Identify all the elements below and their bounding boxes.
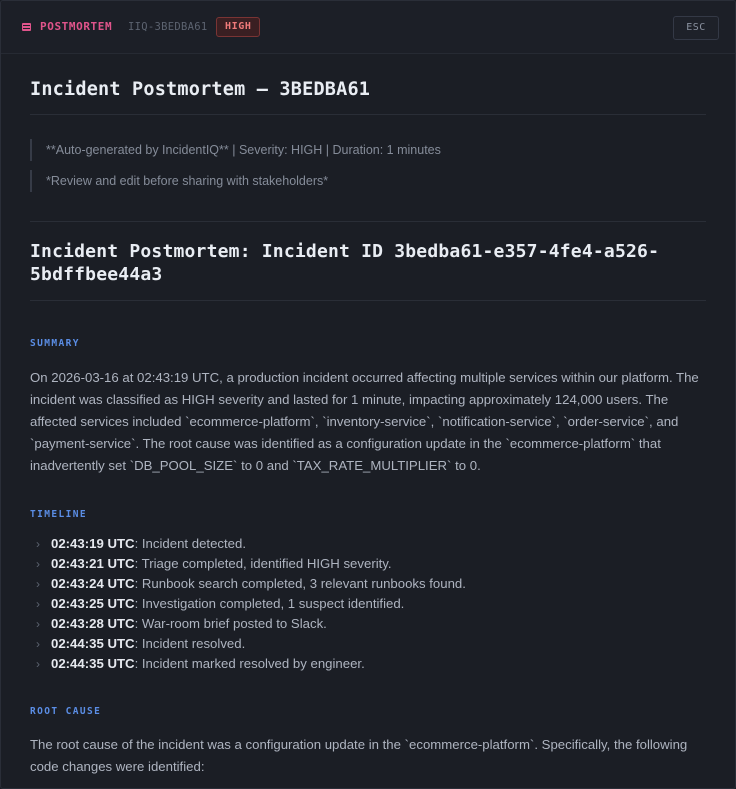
timeline-text: : Incident marked resolved by engineer. <box>134 656 365 671</box>
timeline-time: 02:43:21 UTC <box>51 556 135 571</box>
timeline-text: : War-room brief posted to Slack. <box>134 616 327 631</box>
chevron-right-icon: › <box>36 577 40 591</box>
esc-button[interactable]: ESC <box>673 16 719 40</box>
chevron-right-icon: › <box>36 637 40 651</box>
timeline-time: 02:44:35 UTC <box>51 656 135 671</box>
root-cause-text: The root cause of the incident was a configuration update in the `ecommerce-platform`. Specifically, the following code changes were identified: <box>30 737 688 774</box>
timeline-list <box>30 534 710 674</box>
divider <box>30 114 706 115</box>
timeline-time: 02:43:25 UTC <box>51 596 135 611</box>
chevron-right-icon: › <box>36 617 40 631</box>
timeline-text: : Incident detected. <box>134 536 246 551</box>
postmortem-heading: Incident Postmortem: Incident ID 3bedba61-e357-4fe4-a526-5bdffbee44a3 <box>30 241 660 285</box>
timeline-text: : Triage completed, identified HIGH severity. <box>134 556 392 571</box>
timeline-item <box>30 534 710 554</box>
timeline-item <box>30 594 710 614</box>
page-title: Incident Postmortem — 3BEDBA61 <box>30 79 371 100</box>
timeline-time: 02:43:28 UTC <box>51 616 135 631</box>
note-auto-generated: **Auto-generated by IncidentIQ** | Severity: HIGH | Duration: 1 minutes <box>30 139 706 161</box>
app-title: POSTMORTEM <box>40 20 113 33</box>
header-bar <box>1 1 735 54</box>
timeline-item <box>30 614 710 634</box>
section-label-summary: SUMMARY <box>30 338 80 349</box>
chevron-right-icon: › <box>36 597 40 611</box>
timeline-item <box>30 554 710 574</box>
chevron-right-icon: › <box>36 557 40 571</box>
note-review: *Review and edit before sharing with stakeholders* <box>30 170 706 192</box>
timeline-time: 02:43:24 UTC <box>51 576 135 591</box>
section-label-root-cause: ROOT CAUSE <box>30 706 102 717</box>
document-icon <box>22 23 31 31</box>
divider <box>30 221 706 222</box>
incident-code: IIQ-3BEDBA61 <box>128 21 208 33</box>
timeline-item <box>30 634 710 654</box>
severity-badge: HIGH <box>216 17 260 37</box>
timeline-time: 02:43:19 UTC <box>51 536 135 551</box>
chevron-right-icon: › <box>36 657 40 671</box>
timeline-time: 02:44:35 UTC <box>51 636 135 651</box>
summary-text: On 2026-03-16 at 02:43:19 UTC, a production incident occurred affecting multiple services within our platform. The incident was classified as HIGH severity and lasted for 1 minute, impacting approximately 124,000 users. The affected services included `ecommerce-platform`, `inventory-service`, `notification-service`, `order-service`, and `payment-service`. The root cause was identified as a configuration update in the `ecommerce-platform` that inadvertently set `DB_POOL_SIZE` to 0 and `TAX_RATE_MULTIPLIER` to 0. <box>30 370 699 473</box>
timeline-item <box>30 654 710 674</box>
timeline-text: : Incident resolved. <box>134 636 246 651</box>
timeline-item <box>30 574 710 594</box>
section-label-timeline: TIMELINE <box>30 509 87 520</box>
chevron-right-icon: › <box>36 537 40 551</box>
timeline-text: : Runbook search completed, 3 relevant runbooks found. <box>134 576 466 591</box>
timeline-text: : Investigation completed, 1 suspect identified. <box>134 596 405 611</box>
divider <box>30 300 706 301</box>
postmortem-content[interactable] <box>30 54 706 788</box>
